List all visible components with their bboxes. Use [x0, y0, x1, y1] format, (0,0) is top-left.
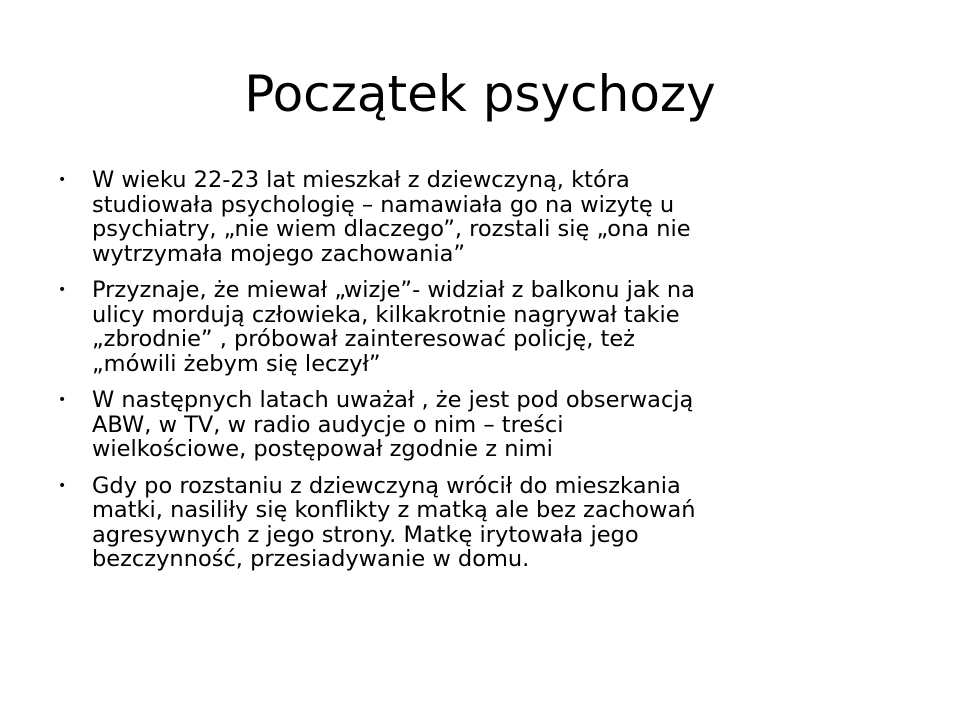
- bullet-item: [58, 278, 908, 376]
- bullet-icon: •: [58, 282, 67, 298]
- bullet-icon: •: [58, 172, 67, 188]
- bullet-icon: •: [58, 477, 67, 494]
- bullet-list: [58, 168, 908, 584]
- bullet-item: [58, 168, 908, 266]
- bullet-text: W następnych latach uważał , że jest pod obserwacją ABW, w TV, w radio audycje o nim – treści wielkościowe, postępował zgodnie z nimi: [92, 387, 694, 462]
- bullet-item: [58, 388, 908, 462]
- bullet-icon: •: [58, 392, 67, 408]
- bullet-text: W wieku 22-23 lat mieszkał z dziewczyną, która studiowała psychologię – namawiała go na wizytę u psychiatry, „nie wiem dlaczego”, rozstali się „ona nie wytrzymała mojego zachowania”: [92, 167, 691, 267]
- bullet-text: Gdy po rozstaniu z dziewczyną wrócił do mieszkania matki, nasiliły się konflikty z matką ale bez zachowań agresywnych z jego strony. Matkę irytowała jego bezczynność, przesiadywanie w domu.: [92, 472, 696, 572]
- slide-title: Początek psychozy: [244, 65, 716, 123]
- bullet-item: [58, 474, 908, 572]
- bullet-text: Przyznaje, że miewał „wizje”- widział z balkonu jak na ulicy mordują człowieka, kilkakrotnie nagrywał takie „zbrodnie” , próbował zainteresować policję, też „mówili żebym się leczył”: [92, 277, 695, 377]
